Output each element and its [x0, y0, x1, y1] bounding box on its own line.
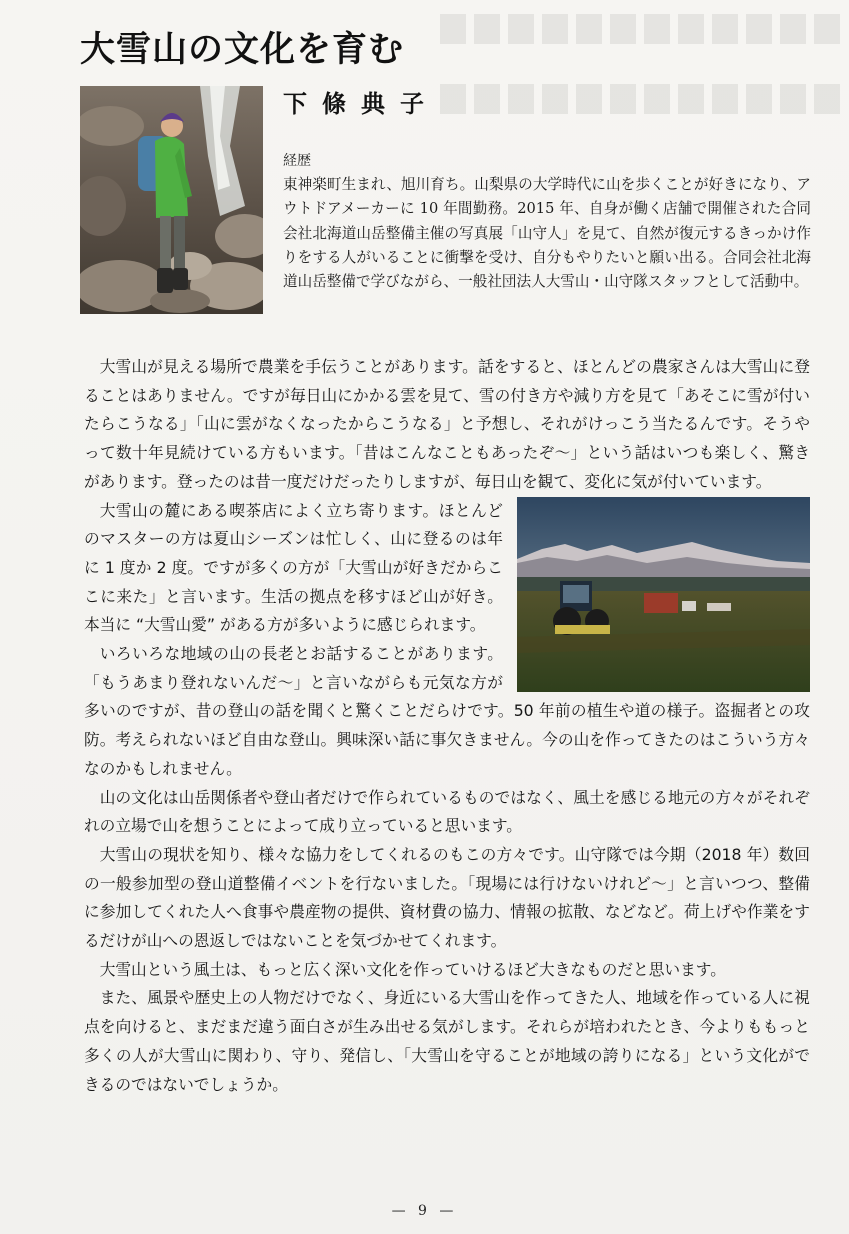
paragraph: また、風景や歴史上の人物だけでなく、身近にいる大雪山を作ってきた人、地域を作っている人に視点を向けると、まだまだ違う面白さが生み出せる気がします。それらが培われたとき、今よりももっと多くの人が大雪山に関わり、守り、発信し、「大雪山を守ることが地域の誇りになる」という文化ができるのではないでしょうか。 [84, 988, 810, 1094]
article-title: 大雪山の文化を育む [80, 30, 405, 70]
landscape-photo [517, 497, 810, 692]
show-through-texture [440, 14, 840, 174]
paragraph: 山の文化は山岳関係者や登山者だけで作られているものではなく、風土を感じる地元の方々がそれぞれの立場で山を想うことによって成り立っていると思います。 [84, 787, 810, 836]
bio-text: 東神楽町生まれ、旭川育ち。山梨県の大学時代に山を歩くことが好きになり、アウトドアメーカーに 10 年間勤務。2015 年、自身が働く店舗で開催された合同会社北海道山岳整備主催の写真展「山守人」を見て、自然が復元するきっかけ作りをする人がいることに衝撃を受け、自分もやりたいと願い出る。合同会社北海道山岳整備で学びながら、一般社団法人大雪山・山守隊スタッフとして活動中。 [283, 176, 811, 291]
bio-heading: 経歴 [283, 153, 311, 169]
page-number: — 9 — [391, 1203, 458, 1219]
paragraph: 大雪山という風土は、もっと広く深い文化を作っていけるほど大きなものだと思います。 [99, 959, 726, 979]
article-body [84, 353, 810, 1099]
paragraph: 大雪山の現状を知り、様々な協力をしてくれるのもこの方々です。山守隊では今期（2018 年）数回の一般参加型の登山道整備イベントを行ないました。「現場には行けないけれど〜」と言いつつ、整備に参加してくれた人へ食事や農産物の提供、資材費の協力、情報の拡散、などなど。荷上げや作業をするだけが山への恩返しではないことを気づかせてくれます。 [84, 844, 810, 951]
author-name: 下條典子 [283, 89, 439, 118]
author-photo [80, 86, 263, 314]
paragraph: 大雪山の麓にある喫茶店によく立ち寄ります。ほとんどのマスターの方は夏山シーズンは忙しく、山に登るのは年に 1 度か 2 度。ですが多くの方が「大雪山が好きだからここに来た」と言います。生活の拠点を移すほど山が好き。本当に “大雪山愛” がある方が多いように感じられます。 [84, 500, 503, 635]
paragraph: 大雪山が見える場所で農業を手伝うことがあります。話をすると、ほとんどの農家さんは大雪山に登ることはありません。ですが毎日山にかかる雲を見て、雪の付き方や減り方を見て「あそこに雪が付いたらこうなる」「山に雲がなくなったからこうなる」と予想し、それがけっこう当たるんです。そうやって数十年見続けている方もいます。「昔はこんなこともあったぞ〜」という話はいつも楽しく、驚きがあります。登ったのは昔一度だけだったりしますが、毎日山を観て、変化に気が付いています。 [84, 357, 810, 491]
paragraph: いろいろな地域の山の長老とお話することがあります。「もうあまり登れないんだ〜」と言いながらも元気な方が多いのですが、昔の登山の話を聞くと驚くことだらけです。50 年前の植生や道の様子。盗掘者との攻防。考えられないほど自由な登山。興味深い話に事欠きません。今の山を作ってきたのはこういう方々なのかもしれません。 [84, 644, 810, 778]
